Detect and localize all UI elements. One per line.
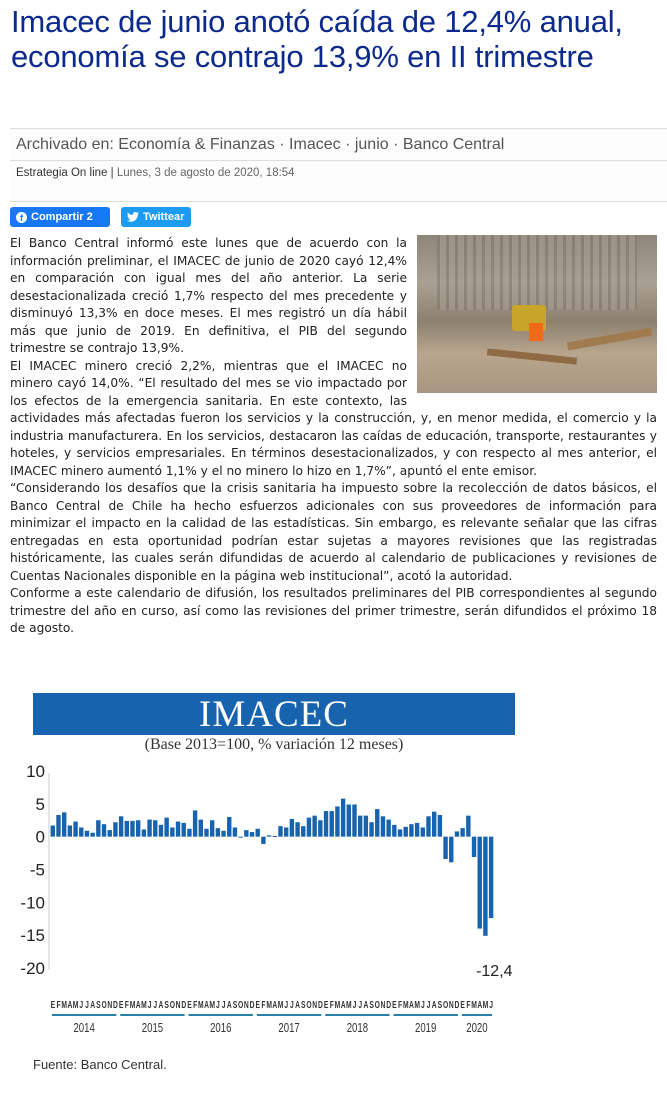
month-tick-label: M bbox=[277, 998, 284, 1011]
month-tick-label: J bbox=[147, 998, 152, 1011]
month-tick-label: O bbox=[238, 998, 244, 1011]
bar bbox=[478, 837, 482, 929]
month-tick-label: F bbox=[56, 998, 61, 1011]
y-tick-label: -15 bbox=[20, 926, 45, 946]
month-tick-label: O bbox=[374, 998, 380, 1011]
bar bbox=[318, 820, 322, 836]
author: Estrategia On line bbox=[16, 167, 108, 179]
month-tick-label: M bbox=[402, 998, 409, 1011]
bar bbox=[307, 818, 311, 837]
month-tick-label: J bbox=[284, 998, 289, 1011]
bar bbox=[210, 820, 214, 836]
month-tick-label: J bbox=[489, 998, 494, 1011]
month-tick-label: M bbox=[346, 998, 352, 1011]
month-tick-label: E bbox=[460, 998, 465, 1011]
separator: · bbox=[388, 136, 403, 153]
y-tick-label: 0 bbox=[35, 827, 45, 847]
bar bbox=[347, 804, 351, 836]
month-tick-label: S bbox=[96, 998, 101, 1011]
bar bbox=[227, 817, 231, 837]
archived-label: Archivado en: bbox=[16, 136, 114, 153]
month-tick-label: F bbox=[124, 998, 129, 1011]
month-tick-label: E bbox=[255, 998, 261, 1011]
bar bbox=[312, 816, 316, 837]
month-tick-label: E bbox=[187, 998, 192, 1011]
year-label: 2018 bbox=[346, 1021, 369, 1036]
bar bbox=[449, 837, 453, 863]
separator: · bbox=[274, 136, 290, 153]
month-tick-label: S bbox=[369, 998, 374, 1011]
month-tick-label: M bbox=[61, 998, 68, 1011]
bar bbox=[267, 835, 271, 836]
month-tick-label: J bbox=[358, 998, 363, 1011]
month-tick-label: D bbox=[386, 998, 392, 1011]
article-paragraph: El Banco Central informó este lunes que de acuerdo con la información preliminar, el IMACEC de junio de 2020 cayó 12,4% en comparación con igual mes del año anterior. La serie desestacionalizada creció 1,7% respecto del mes precedente y disminuyó 13,3% en doce meses. El mes registró un día hábil más que junio de 2019. En definitiva, el PIB del segundo trimestre se contrajo 13,9%. bbox=[10, 236, 407, 355]
tag-link[interactable]: Banco Central bbox=[402, 136, 505, 153]
bar bbox=[68, 826, 72, 837]
bar bbox=[358, 816, 362, 837]
month-tick-label: E bbox=[392, 998, 397, 1011]
month-tick-label: F bbox=[329, 998, 334, 1011]
bar bbox=[381, 816, 385, 836]
year-label: 2020 bbox=[466, 1021, 488, 1036]
bar bbox=[438, 815, 442, 837]
article-paragraph: Conforme a este calendario de difusión, los resultados preliminares del PIB correspondientes al segundo trimestre del año en curso, así como las revisiones del primer trimestre, serán difundidos el próximo 18 de agosto. bbox=[10, 586, 657, 635]
month-tick-label: J bbox=[216, 998, 220, 1011]
bar bbox=[273, 836, 277, 837]
month-tick-label: A bbox=[272, 998, 278, 1011]
separator: | bbox=[107, 167, 117, 179]
month-tick-label: A bbox=[431, 998, 437, 1011]
imacec-chart bbox=[0, 688, 667, 1088]
bar bbox=[85, 831, 89, 837]
bar bbox=[62, 812, 66, 836]
bar bbox=[369, 822, 373, 836]
bar bbox=[415, 823, 419, 837]
bar bbox=[386, 820, 390, 837]
month-tick-label: F bbox=[466, 998, 471, 1011]
month-tick-label: F bbox=[261, 998, 266, 1011]
twitter-icon bbox=[127, 212, 139, 222]
bar bbox=[301, 826, 305, 837]
month-tick-label: A bbox=[204, 998, 209, 1011]
month-tick-label: J bbox=[290, 998, 294, 1011]
facebook-share-button[interactable] bbox=[10, 207, 110, 227]
month-tick-label: M bbox=[129, 998, 136, 1011]
month-tick-label: D bbox=[113, 998, 118, 1011]
facebook-icon: f bbox=[16, 212, 27, 223]
month-tick-label: A bbox=[226, 998, 232, 1011]
twitter-share-button[interactable] bbox=[121, 207, 191, 227]
month-tick-label: A bbox=[158, 998, 164, 1011]
twitter-share-label: Twittear bbox=[143, 211, 185, 223]
bar bbox=[364, 816, 368, 837]
chart-plot bbox=[0, 688, 667, 1048]
article-paragraph: El IMACEC minero creció 2,2%, mientras que el IMACEC no minero cayó 14,0%. “El resultado del mes se vio impactado por los efectos de la emergencia sanitaria. En este contexto, las actividades más afectadas fueron los servicios y la construcción, y, en menor medida, el comercio y la industria manufacturera. En los servicios, destacaron las caídas de educación, transporte, restaurantes y hoteles, y servicios empresariales. En términos desestacionalizados, y con respecto al mes anterior, el IMACEC minero aumentó 1,1% y el no minero lo hizo en 1,7%”, apuntó el ente emisor. bbox=[10, 358, 657, 478]
bar bbox=[392, 825, 396, 837]
month-tick-label: A bbox=[135, 998, 141, 1011]
month-tick-label: N bbox=[107, 998, 113, 1011]
bar bbox=[426, 816, 430, 836]
separator: · bbox=[340, 136, 355, 153]
bar bbox=[119, 816, 123, 836]
month-tick-label: N bbox=[448, 998, 454, 1011]
bar bbox=[250, 832, 254, 837]
chart-title: IMACEC bbox=[33, 693, 515, 735]
divider bbox=[10, 160, 667, 161]
year-label: 2017 bbox=[278, 1021, 300, 1036]
y-tick-label: -5 bbox=[29, 860, 45, 880]
month-tick-label: A bbox=[67, 998, 73, 1011]
bar bbox=[108, 830, 112, 837]
month-tick-label: A bbox=[295, 998, 301, 1011]
bar bbox=[472, 837, 476, 857]
month-tick-label: M bbox=[209, 998, 216, 1011]
bar bbox=[90, 833, 94, 837]
tag-link[interactable]: junio bbox=[354, 136, 389, 153]
month-tick-label: M bbox=[334, 998, 341, 1011]
month-tick-label: N bbox=[312, 998, 318, 1011]
month-tick-label: N bbox=[380, 998, 386, 1011]
article-paragraph: “Considerando los desafíos que la crisis sanitaria ha impuesto sobre la recolección de datos básicos, el Banco Central de Chile ha hecho esfuerzos adicionales con sus proveedores de información para minimizar el impacto en la calidad de las estadísticas. Sin embargo, es relevante señalar que las cifras entregadas en esta oportunidad podrían estar sujetas a mayores revisiones que las registradas históricamente, las cuales serán difundidas de acuerdo al calendario de publicaciones y revisiones de Cuentas Nacionales disponible en la página web institucional”, acotó la autoridad. bbox=[10, 481, 657, 583]
year-label: 2019 bbox=[415, 1021, 437, 1036]
tag-link[interactable]: Imacec bbox=[289, 136, 341, 153]
month-tick-label: E bbox=[50, 998, 56, 1011]
bar bbox=[159, 825, 163, 837]
bar bbox=[102, 824, 106, 836]
month-tick-label: J bbox=[420, 998, 425, 1011]
bar bbox=[330, 811, 334, 837]
bar bbox=[233, 827, 237, 836]
month-tick-label: M bbox=[198, 998, 204, 1011]
bar bbox=[295, 822, 299, 836]
divider bbox=[10, 201, 667, 202]
archived-tags bbox=[16, 136, 504, 154]
month-tick-label: A bbox=[90, 998, 96, 1011]
month-tick-label: S bbox=[437, 998, 443, 1011]
bar bbox=[284, 827, 288, 836]
month-tick-label: N bbox=[243, 998, 249, 1011]
bar bbox=[199, 820, 203, 837]
bar bbox=[125, 821, 129, 837]
bar bbox=[73, 822, 77, 837]
facebook-share-label: Compartir 2 bbox=[31, 211, 93, 223]
month-tick-label: F bbox=[398, 998, 403, 1011]
bar bbox=[142, 829, 146, 836]
bar bbox=[324, 811, 328, 837]
month-tick-label: O bbox=[442, 998, 449, 1011]
bar bbox=[136, 820, 140, 836]
month-tick-label: F bbox=[193, 998, 198, 1011]
bar bbox=[164, 818, 168, 837]
y-tick-label: -10 bbox=[20, 893, 45, 913]
chart-subtitle: (Base 2013=100, % variación 12 meses) bbox=[144, 736, 404, 753]
month-tick-label: O bbox=[306, 998, 312, 1011]
bar bbox=[409, 824, 413, 836]
month-tick-label: D bbox=[317, 998, 323, 1011]
bar bbox=[204, 829, 208, 837]
month-tick-label: J bbox=[79, 998, 84, 1011]
bar bbox=[341, 799, 345, 837]
bar bbox=[182, 823, 186, 837]
month-tick-label: A bbox=[409, 998, 414, 1011]
bar bbox=[432, 812, 436, 837]
month-tick-label: E bbox=[118, 998, 124, 1011]
bar bbox=[335, 806, 339, 836]
bar bbox=[193, 810, 197, 836]
y-tick-label: -20 bbox=[20, 959, 45, 978]
bar bbox=[398, 829, 402, 836]
month-tick-label: S bbox=[301, 998, 306, 1011]
month-tick-label: N bbox=[175, 998, 181, 1011]
bar bbox=[113, 822, 117, 836]
month-tick-label: M bbox=[266, 998, 272, 1011]
year-label: 2015 bbox=[141, 1021, 164, 1036]
month-tick-label: J bbox=[85, 998, 89, 1011]
bar bbox=[489, 837, 493, 918]
bar bbox=[187, 829, 191, 837]
bar bbox=[238, 837, 242, 838]
month-tick-label: M bbox=[72, 998, 79, 1011]
month-tick-label: D bbox=[454, 998, 460, 1011]
month-tick-label: O bbox=[169, 998, 176, 1011]
bar bbox=[147, 820, 151, 837]
bar bbox=[153, 820, 157, 836]
byline bbox=[16, 167, 295, 179]
bar bbox=[290, 819, 294, 837]
bar bbox=[352, 804, 356, 836]
bar bbox=[176, 822, 180, 837]
y-tick-label: 10 bbox=[26, 762, 45, 781]
month-tick-label: M bbox=[482, 998, 489, 1011]
month-tick-label: D bbox=[181, 998, 187, 1011]
bar bbox=[404, 827, 408, 837]
month-tick-label: D bbox=[249, 998, 255, 1011]
divider bbox=[10, 128, 667, 129]
headline: Imacec de junio anotó caída de 12,4% anual, economía se contrajo 13,9% en II trimestre bbox=[11, 4, 623, 74]
bar bbox=[278, 826, 282, 837]
bar bbox=[460, 828, 464, 837]
bar bbox=[261, 837, 265, 844]
month-tick-label: J bbox=[153, 998, 158, 1011]
bar bbox=[421, 827, 425, 836]
bar bbox=[56, 815, 60, 837]
article-body bbox=[10, 235, 657, 638]
month-tick-label: M bbox=[414, 998, 420, 1011]
month-tick-label: E bbox=[323, 998, 329, 1011]
bar bbox=[51, 826, 55, 837]
month-tick-label: J bbox=[221, 998, 226, 1011]
month-tick-label: A bbox=[340, 998, 346, 1011]
article-photo-construction bbox=[417, 235, 657, 393]
publish-date: Lunes, 3 de agosto de 2020, 18:54 bbox=[116, 167, 295, 179]
month-tick-label: J bbox=[352, 998, 357, 1011]
bar bbox=[170, 827, 174, 836]
month-tick-label: M bbox=[471, 998, 477, 1011]
month-tick-label: O bbox=[101, 998, 107, 1011]
bar bbox=[256, 829, 260, 837]
month-tick-label: S bbox=[164, 998, 169, 1011]
month-tick-label: J bbox=[426, 998, 431, 1011]
month-tick-label: M bbox=[141, 998, 147, 1011]
bar bbox=[443, 837, 447, 859]
annotation-label: -12,4 bbox=[476, 963, 513, 981]
bar bbox=[221, 831, 225, 837]
chart-source: Fuente: Banco Central. bbox=[33, 1057, 167, 1072]
year-label: 2014 bbox=[73, 1021, 95, 1036]
bar bbox=[130, 821, 134, 837]
tag-link[interactable]: Economía & Finanzas bbox=[118, 136, 275, 153]
month-tick-label: S bbox=[232, 998, 238, 1011]
bar bbox=[455, 831, 459, 836]
y-tick-label: 5 bbox=[35, 794, 45, 814]
bar bbox=[375, 809, 379, 837]
bar bbox=[244, 830, 248, 837]
bar bbox=[466, 816, 470, 837]
year-label: 2016 bbox=[210, 1021, 232, 1036]
bar bbox=[96, 820, 100, 836]
month-tick-label: A bbox=[363, 998, 369, 1011]
bar bbox=[483, 837, 487, 936]
month-tick-label: A bbox=[477, 998, 483, 1011]
bar bbox=[216, 828, 220, 837]
bar bbox=[79, 827, 83, 836]
